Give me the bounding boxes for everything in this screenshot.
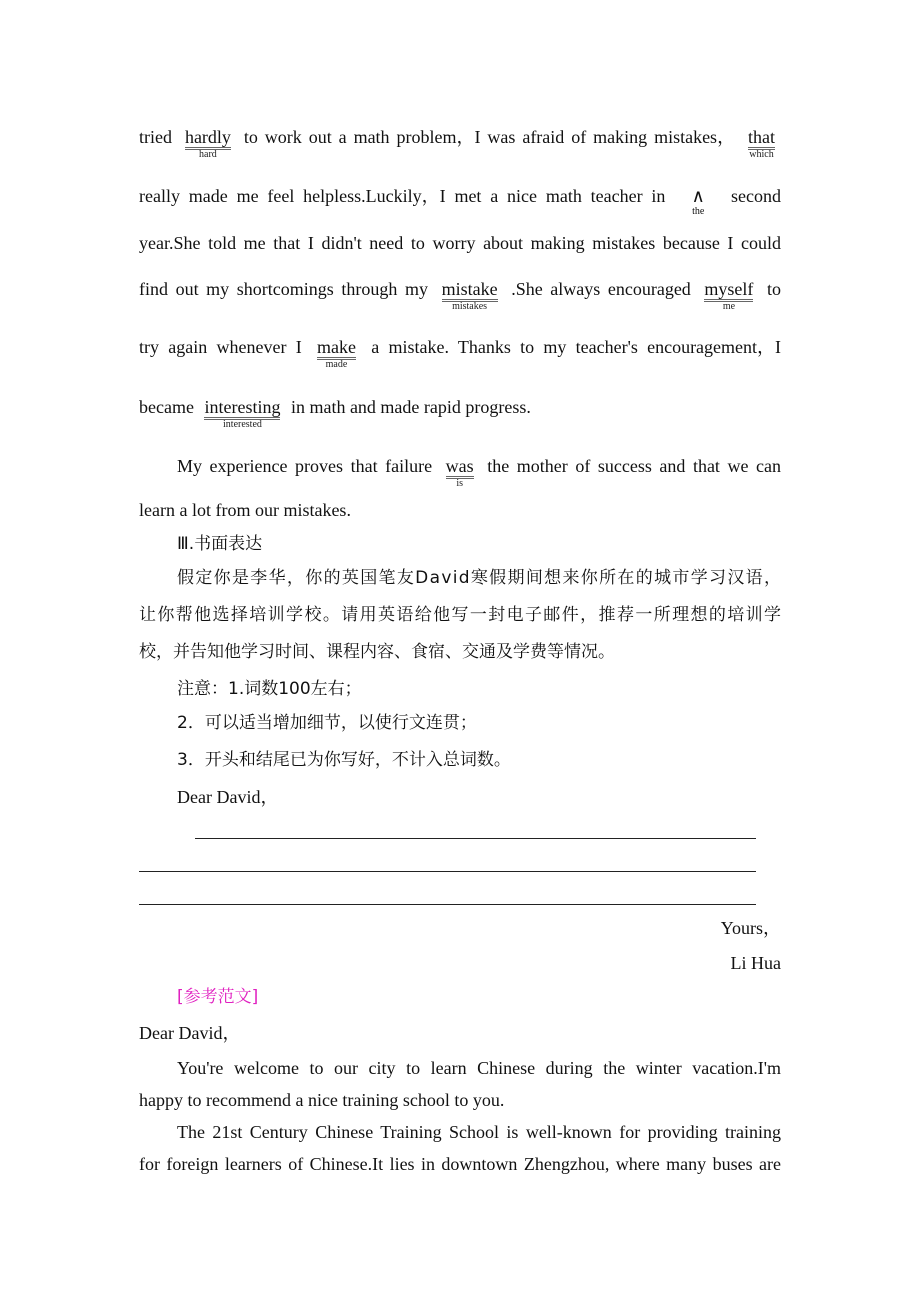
text-segment: Dear David， [139,1023,241,1043]
wrong-word: hardly [184,127,231,147]
wrong-word: mistake [441,279,498,299]
text-line-content [139,125,781,160]
wrong-word: was [445,456,474,476]
correction-mark [445,456,474,489]
text-segment: to [767,279,782,299]
text-segment: a mistake. Thanks to my teacher's encouragement，I [371,337,782,357]
wrong-word: make [316,337,356,357]
text-line-content [139,184,782,217]
text-segment: 注意：1.词数100左右； [177,679,362,699]
text-segment: the mother of success and that we can [487,456,782,476]
corrected-word: made [325,359,348,370]
inserted-word: the [692,206,705,217]
text-segment: tried [139,127,172,147]
text-segment: Ⅲ.书面表达 [177,534,263,554]
text-line [139,395,781,430]
text-line [139,498,781,522]
text-line [139,640,781,664]
text-line [177,785,781,809]
text-line-content [177,711,477,735]
text-line [177,677,781,701]
text-segment: The 21st Century Chinese Training School is well-known for providing training [177,1122,781,1142]
text-line-content [177,677,362,701]
text-segment: find out my shortcomings through my [139,279,428,299]
corrected-word: me [722,301,736,312]
text-segment: .She always encouraged [511,279,691,299]
text-line [177,1056,781,1080]
text-segment: Li Hua [730,953,781,973]
correction-mark [748,127,776,160]
text-line-content [177,785,278,809]
text-segment: try again whenever I [139,337,302,357]
text-line-content [139,335,782,370]
text-line-content [177,566,782,590]
text-segment: learn a lot from our mistakes. [139,500,351,520]
text-line [139,125,781,160]
text-segment: 让你帮他选择培训学校。请用英语给他写一封电子邮件，推荐一所理想的培训学 [139,605,783,625]
text-line [139,1152,781,1176]
text-line [600,916,781,940]
text-line-content [177,1120,781,1144]
wrong-word: that [748,127,776,147]
text-line [177,454,782,489]
caret-icon: ∧ [691,186,705,206]
text-line [177,1120,781,1144]
text-segment: happy to recommend a nice training school to you. [139,1090,505,1110]
text-segment: 2．可以适当增加细节，以使行文连贯； [177,713,477,733]
corrected-word: which [749,149,774,160]
text-segment: became [139,397,194,417]
corrected-word: is [456,478,463,489]
text-line-content [731,951,781,975]
text-line-content [177,748,511,772]
text-line-content [177,985,258,1009]
text-line [139,184,782,217]
correction-mark [441,279,498,312]
text-segment: Yours， [720,918,781,938]
text-line-content [139,640,615,664]
text-line-content [721,916,781,940]
text-line-content [177,454,782,489]
text-segment: second [731,186,782,206]
insertion-mark [688,186,708,217]
text-line [600,951,781,975]
text-line [139,231,781,255]
corrected-word: hard [199,149,217,160]
text-segment: in math and made rapid progress. [290,397,531,417]
answer-line-3 [139,904,756,905]
text-line [177,748,781,772]
text-segment: to work out a math problem，I was afraid of making mistakes， [243,127,736,147]
wrong-word: interesting [204,397,281,417]
text-segment: 假定你是李华，你的英国笔友David寒假期间想来你所在的城市学习汉语， [177,568,783,588]
text-line-content [139,1021,240,1045]
correction-mark [704,279,754,312]
text-line [177,566,781,590]
text-segment: [参考范文] [177,987,259,1007]
answer-line-1 [195,838,756,839]
correction-mark [184,127,231,160]
text-segment: 校，并告知他学习时间、课程内容、食宿、交通及学费等情况。 [139,642,615,662]
text-line [139,1021,781,1045]
text-line [177,711,781,735]
text-line-content [139,498,351,522]
text-line-content [139,1088,504,1112]
text-line [177,532,781,556]
text-line-content [139,1152,781,1176]
wrong-word: myself [704,279,754,299]
text-line-content [139,277,782,312]
text-segment: 3．开头和结尾已为你写好，不计入总词数。 [177,750,511,770]
text-segment: for foreign learners of Chinese.It lies in downtown Zhengzhou, where many buses are [139,1154,781,1174]
text-segment: My experience proves that failure [177,456,433,476]
text-segment: really made me feel helpless.Luckily，I met a nice math teacher in [139,186,666,206]
text-line [177,985,781,1009]
text-segment: You're welcome to our city to learn Chinese during the winter vacation.I'm [177,1058,781,1078]
text-line-content [177,532,262,556]
text-line-content [177,1056,781,1080]
text-line [139,1088,781,1112]
correction-mark [316,337,356,370]
text-line [139,603,781,627]
corrected-word: mistakes [452,301,488,312]
answer-line-2 [139,871,756,872]
text-line-content [139,395,531,430]
corrected-word: interested [223,419,262,430]
text-segment: Dear David， [177,787,279,807]
text-line [139,277,782,312]
text-line [139,335,782,370]
text-line-content [139,603,782,627]
text-segment: year.She told me that I didn't need to worry about making mistakes because I could [139,233,781,253]
correction-mark [204,397,281,430]
text-line-content [139,231,781,255]
